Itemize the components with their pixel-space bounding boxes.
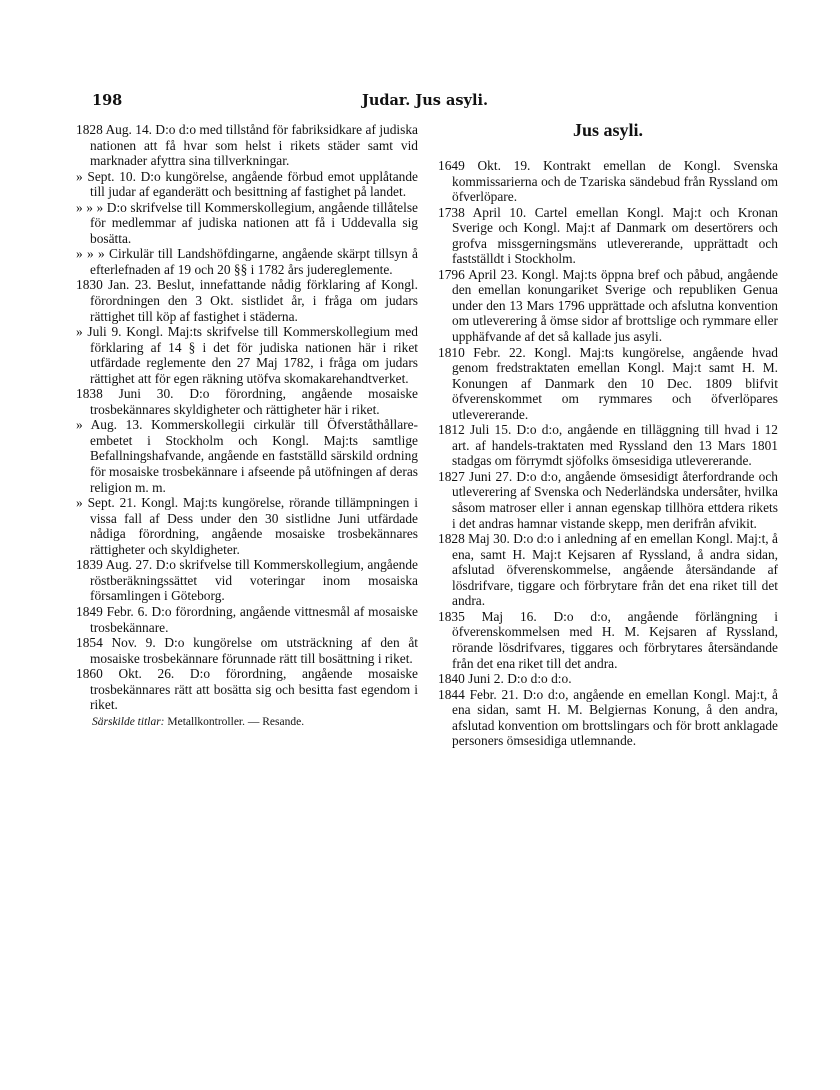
running-head <box>92 92 772 112</box>
list-item: 1796 April 23. Kongl. Maj:ts öppna bref och påbud, angående den emellan konungariket Sverige och republiken Genua under den 13 Mars 1796 upprättade och afslutna konvention om utleverering å ömse sidor af brottslige och rymmare eller upphäfvande af det så kallade jus asyli. <box>438 266 778 345</box>
list-item: 1828 Aug. 14. D:o d:o med tillstånd för fabriksidkare af judiska nationen att få hvar som helst i rikets städer samt vid marknader afyttra sina tillverkningar. <box>76 122 418 169</box>
list-item: 1838 Juni 30. D:o förordning, angående mosaiske trosbekännares skyldigheter och rättigheter här i riket. <box>76 386 418 417</box>
list-item: » Juli 9. Kongl. Maj:ts skrifvelse till Kommerskollegium med förklaring af 14 § i det för judiska nationen här i riket utfärdade reglemente den 27 Maj 1782, i fråga om judars rättighet att för egen räkning utöfva skomakarehandtverket. <box>76 324 418 386</box>
list-item: » Sept. 10. D:o kungörelse, angående förbud emot upplåtande till judar af eganderätt och besittning af fastighet på landet. <box>76 168 418 200</box>
list-item: 1860 Okt. 26. D:o förordning, angående mosaiske trosbekännares rätt att bosätta sig och besitta fast egendom i riket. <box>76 666 418 713</box>
list-item: » » » Cirkulär till Landshöfdingarne, angående skärpt tillsyn å efterlefnaden af 19 och 20 §§ i 1782 års judereglemente. <box>76 246 418 277</box>
section-heading: Jus asyli. <box>572 120 644 140</box>
running-title: Judar. Jus asyli. <box>362 92 489 109</box>
list-item: 1849 Febr. 6. D:o förordning, angående vittnesmål af mosaiske trosbekännare. <box>76 603 418 635</box>
footnote-label: Särskilde titlar: <box>92 715 165 728</box>
list-item: 1828 Maj 30. D:o d:o i anledning af en emellan Kongl. Maj:t, å ena, samt H. Maj:t Kejsaren af Ryssland, å andra sidan, afslutad öfverenskommelse, angående återsändande af lösdrifvare, tiggare och förbrytare från det ena riket till det andra. <box>438 531 778 609</box>
page-number: 198 <box>92 92 123 109</box>
list-item: 1830 Jan. 23. Beslut, innefattande nådig förklaring af Kongl. förordningen den 3 Okt. sistlidet år, i fråga om judars rättighet till köp af fastighet i städerna. <box>76 277 418 324</box>
list-item: 1738 April 10. Cartel emellan Kongl. Maj:t och Kronan Sverige och Kongl. Maj:t af Danmark om desertörers och grofva missgerningsmäns utlevererande, upprättadt och fastställdt i Stockholm. <box>438 204 778 267</box>
list-item: 1854 Nov. 9. D:o kungörelse om utsträckning af den åt mosaiske trosbekännare förunnade rätt till bosättning i riket. <box>76 635 418 666</box>
list-item: 1844 Febr. 21. D:o d:o, angående en emellan Kongl. Maj:t, å ena sidan, samt H. M. Belgiernas Konung, å den andra, afslutad konvention om brottslingars och för brott anklagade personers ömsesidiga utlemnande. <box>438 686 778 749</box>
list-item: 1835 Maj 16. D:o d:o, angående förlängning i öfverenskommelsen med H. M. Kejsaren af Ryssland, rörande lösdrifvares, tiggares och förbrytares återsändande från det ena riket till det andra. <box>438 608 778 671</box>
list-item: 1827 Juni 27. D:o d:o, angående ömsesidigt återfordrande och utleverering af Svenska och Nederländska undersåter, hvilka såsom matroser eller i annan egenskap tillhöra ettdera rikets i det andras hamnar vistande skepp, men derifrån afvikit. <box>438 468 778 531</box>
list-item: 1649 Okt. 19. Kontrakt emellan de Kongl. Svenska kommissarierna och de Tzariska sändebud från Ryssland om öfverlöpare. <box>438 158 778 205</box>
footnote <box>76 715 418 731</box>
list-item: » Sept. 21. Kongl. Maj:ts kungörelse, rörande tillämpningen i vissa fall af Dess under den 30 sistlidne Juni utfärdade nådiga förordning, angående mosaiske trosbekännares rättigheter och skyldigheter. <box>76 495 418 557</box>
left-column <box>76 122 418 742</box>
list-item: 1812 Juli 15. D:o d:o, angående en tilläggning till hvad i 12 art. af handels-traktaten med Ryssland den 13 Mars 1801 stadgas om förrymdt sjöfolks ömsesidiga utlevererande. <box>438 422 778 469</box>
list-item: » » » D:o skrifvelse till Kommerskollegium, angående tillåtelse för medlemmar af judiska nationen att få i Uddevalla sig bosätta. <box>76 199 418 246</box>
list-item: 1810 Febr. 22. Kongl. Maj:ts kungörelse, angående hvad genom fredstraktaten emellan Kongl. Maj:t samt H. M. Konungen af Danmark den 10 Dec. 1809 blifvit öfverenskommet om rymmares och öfverlöpares utlevererande. <box>438 344 778 422</box>
list-item: 1839 Aug. 27. D:o skrifvelse till Kommerskollegium, angående röstberäkningssättet vid voteringar inom mosaiska församlingen i Göteborg. <box>76 557 418 604</box>
list-item: 1840 Juni 2. D:o d:o d:o. <box>438 671 572 687</box>
list-item: » Aug. 13. Kommerskollegii cirkulär till Öfverståthållare-embetet i Stockholm och Kongl. Maj:ts samtlige Befallningshafvande, angående en fastställd särskild ordning för mosaiske trosbekännare i afseende på utöfningen af deras religion m. m. <box>76 417 418 495</box>
right-column <box>438 158 778 749</box>
footnote-text: Metallkontroller. — Resande. <box>167 715 305 728</box>
